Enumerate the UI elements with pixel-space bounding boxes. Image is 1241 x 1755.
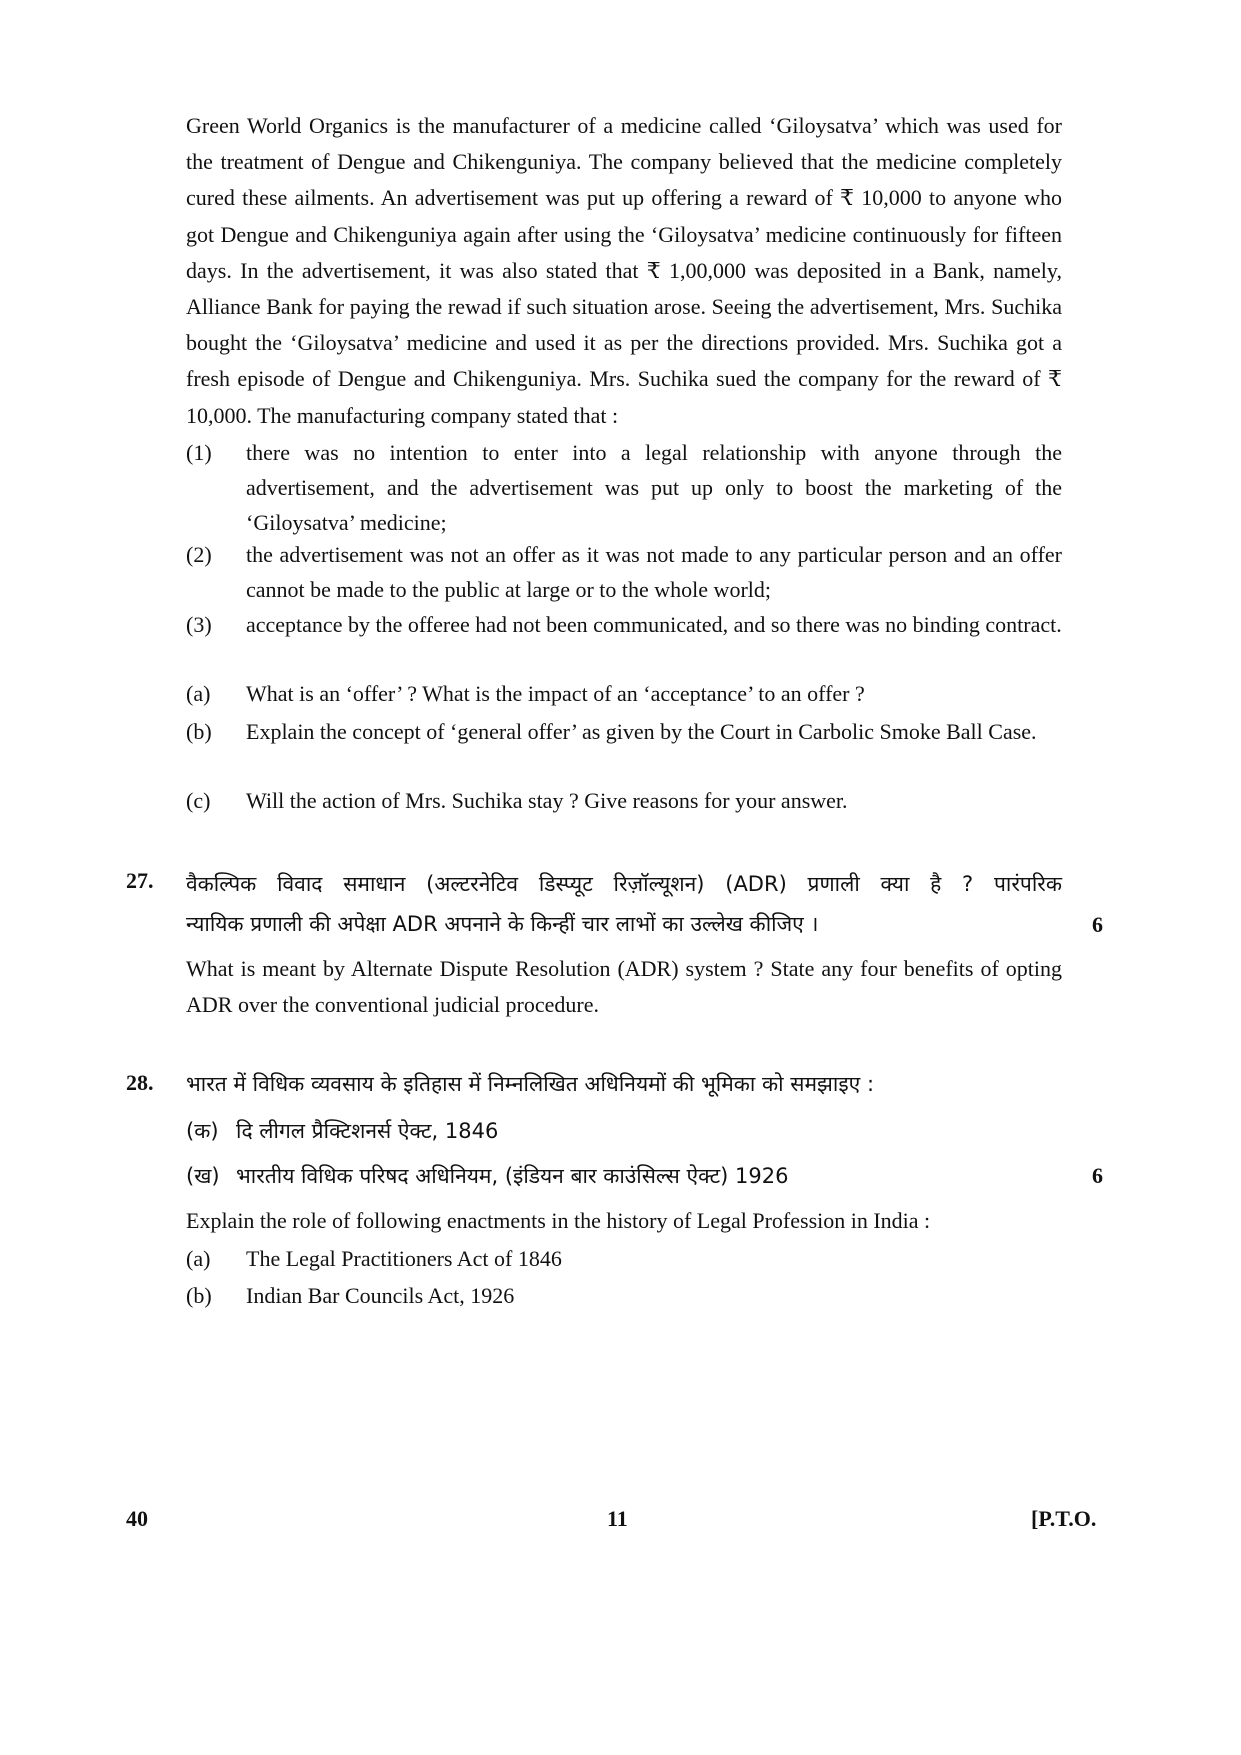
q28-number: 28. [126, 1070, 154, 1095]
q26-point-3 [186, 607, 1062, 642]
q26-point-2 [186, 537, 1062, 607]
point-text: acceptance by the offeree had not been communicated, and so there was no binding contract. [246, 612, 1062, 637]
q26-case-paragraph: Green World Organics is the manufacturer of a medicine called ‘Giloysatva’ which was used for the treatment of Dengue and Chikenguniya. The company believed that the medicine completely cured these ailments. An advertisement was put up offering a reward of ₹ 10,000 to anyone who got Dengue and Chikenguniya again after using the ‘Giloysatva’ medicine continuously for fifteen days. In the advertisement, it was also stated that ₹ 1,00,000 was deposited in a Bank, namely, Alliance Bank for paying the rewad if such situation arose. Seeing the advertisement, Mrs. Suchika bought the ‘Giloysatva’ medicine and used it as per the directions provided. Mrs. Suchika got a fresh episode of Dengue and Chikenguniya. Mrs. Suchika sued the company for the reward of ₹ 10,000. The manufacturing company stated that : [186, 113, 1062, 428]
q28-hindi-item-ka [186, 1111, 1062, 1151]
subquestion-label: (c) [186, 788, 211, 813]
q28-hindi-item-kha [186, 1156, 1062, 1196]
hindi-item-label: (ख) [186, 1164, 220, 1188]
point-text: the advertisement was not an offer as it was not made to any particular person and an offer cannot be made to the public at large or to the whole world; [246, 542, 1062, 602]
hindi-item-text: दि लीगल प्रैक्टिशनर्स ऐक्ट, 1846 [236, 1119, 499, 1143]
english-item-text: The Legal Practitioners Act of 1846 [246, 1246, 562, 1271]
q27-marks: 6 [1092, 912, 1103, 937]
footer-pto: [P.T.O. [1031, 1506, 1097, 1531]
q26-point-1 [186, 435, 1062, 540]
q28-english-item-b [186, 1278, 1062, 1313]
q28-english-item-a [186, 1241, 1062, 1276]
q27-hindi-line-1: वैकल्पिक विवाद समाधान (अल्टरनेटिव डिस्प्यूट रिज़ॉल्यूशन) (ADR) प्रणाली क्या है ? पारंपरिक [186, 872, 1062, 896]
q27-english-text: What is meant by Alternate Dispute Resolution (ADR) system ? State any four benefits of opting ADR over the conventional judicial procedure. [186, 956, 1062, 1018]
subquestion-text: Explain the concept of ‘general offer’ as given by the Court in Carbolic Smoke Ball Case. [246, 719, 1037, 744]
footer-page-number: 11 [607, 1506, 628, 1531]
q28-english-intro: Explain the role of following enactments in the history of Legal Profession in India : [186, 1208, 931, 1233]
q28-hindi-intro: भारत में विधिक व्यवसाय के इतिहास में निम्नलिखित अधिनियमों की भूमिका को समझाइए : [186, 1072, 875, 1096]
english-item-label: (b) [186, 1283, 212, 1308]
point-text: there was no intention to enter into a legal relationship with anyone through the advertisement, and the advertisement was put up only to boost the marketing of the ‘Giloysatva’ medicine; [246, 440, 1062, 535]
q28-marks: 6 [1092, 1163, 1103, 1188]
english-item-label: (a) [186, 1246, 211, 1271]
english-item-text: Indian Bar Councils Act, 1926 [246, 1283, 515, 1308]
q27-hindi-line-2: न्यायिक प्रणाली की अपेक्षा ADR अपनाने के किन्हीं चार लाभों का उल्लेख कीजिए । [186, 912, 819, 936]
point-label: (1) [186, 440, 212, 465]
hindi-item-text: भारतीय विधिक परिषद अधिनियम, (इंडियन बार काउंसिल्स ऐक्ट) 1926 [236, 1164, 789, 1188]
q26-subquestion-b [186, 714, 1062, 749]
point-label: (2) [186, 542, 212, 567]
subquestion-text: Will the action of Mrs. Suchika stay ? Give reasons for your answer. [246, 788, 848, 813]
q26-subquestion-a [186, 676, 1062, 711]
subquestion-label: (b) [186, 719, 212, 744]
hindi-item-label: (क) [186, 1119, 219, 1143]
q27-number: 27. [126, 868, 154, 893]
point-label: (3) [186, 612, 212, 637]
subquestion-label: (a) [186, 681, 211, 706]
q26-subquestion-c [186, 783, 1062, 818]
subquestion-text: What is an ‘offer’ ? What is the impact of an ‘acceptance’ to an offer ? [246, 681, 865, 706]
footer-paper-code: 40 [126, 1506, 148, 1531]
